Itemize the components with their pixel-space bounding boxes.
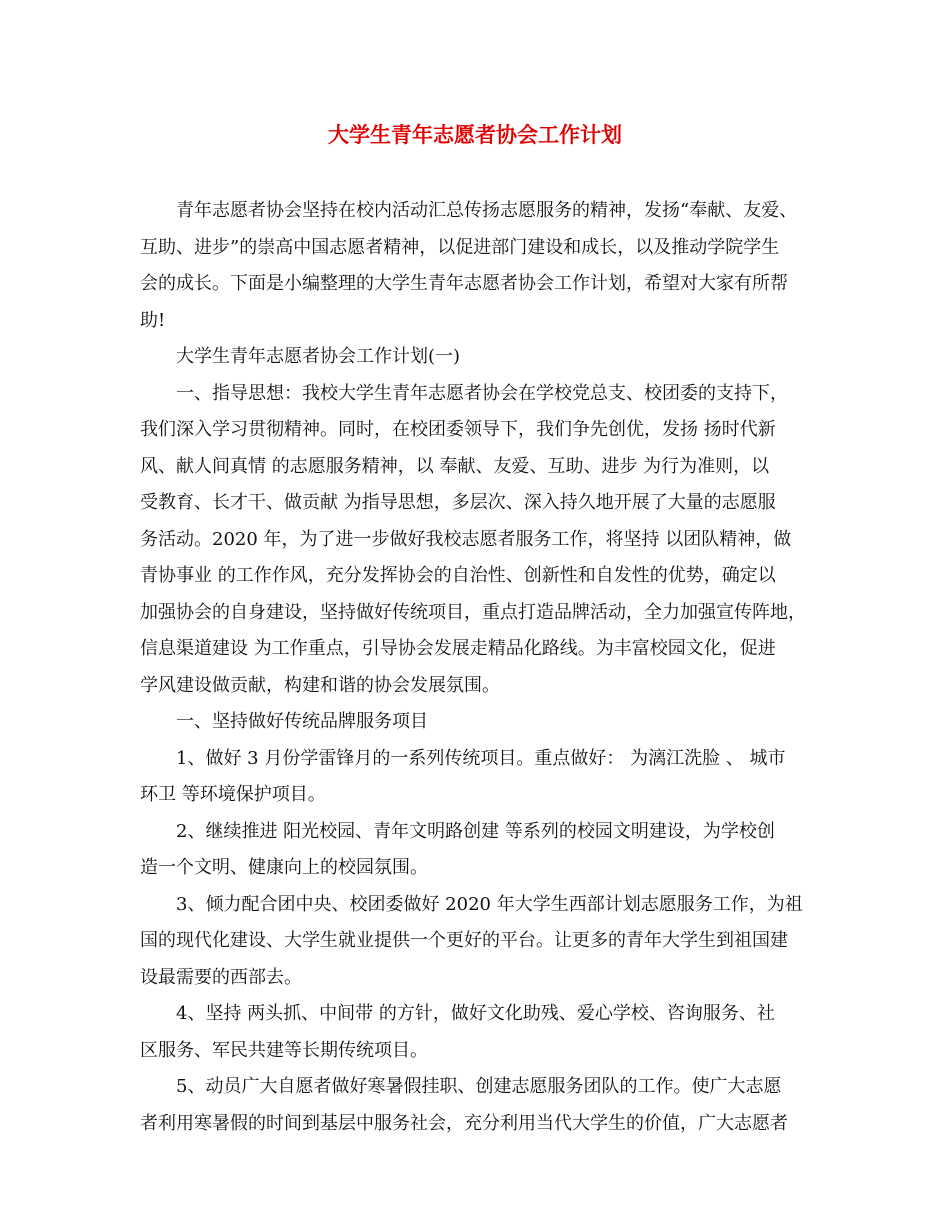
text-line: 一、坚持做好传统品牌服务项目 xyxy=(176,711,428,732)
text-line: 设最需要的西部去。 xyxy=(140,966,302,988)
text-line: 信息渠道建设 为工作重点，引导协会发展走精品化路线。为丰富校园文化，促进 xyxy=(140,638,776,659)
text-line: 4、坚持 两头抓、中间带 的方针，做好文化助残、爱心学校、咨询服务、社 xyxy=(176,1003,775,1024)
text-line: 我们深入学习贯彻精神。同时，在校团委领导下，我们争先创优，发扬 扬时代新 xyxy=(140,419,776,440)
text-line: 5、动员广大自愿者做好寒暑假挂职、创建志愿服务团队的工作。使广大志愿 xyxy=(176,1076,782,1097)
text-line: 区服务、军民共建等长期传统项目。 xyxy=(140,1039,428,1061)
text-line: 国的现代化建设、大学生就业提供一个更好的平台。让更多的青年大学生到祖国建 xyxy=(140,930,788,951)
text-line: 务活动。2020 年，为了进一步做好我校志愿者服务工作，将坚持 以团队精神，做 xyxy=(140,528,792,550)
text-line: 互助、进步”的崇高中国志愿者精神，以促进部门建设和成长，以及推动学院学生 xyxy=(140,236,780,258)
text-line: 加强协会的自身建设，坚持做好传统项目，重点打造品牌活动，全力加强宣传阵地， xyxy=(140,601,806,623)
text-line: 风、献人间真情 的志愿服务精神，以 奉献、友爱、互助、进步 为行为准则，以 xyxy=(140,455,770,477)
text-line: 1、做好 3 月份学雷锋月的一系列传统项目。重点做好： 为漓江洗脸 、 城市 xyxy=(176,747,786,769)
text-line: 学风建设做贡献，构建和谐的协会发展氛围。 xyxy=(140,674,500,696)
text-line: 青协事业 的工作作风，充分发挥协会的自治性、创新性和自发性的优势，确定以 xyxy=(140,565,776,586)
text-line: 3、倾力配合团中央、校团委做好 2020 年大学生西部计划志愿服务工作，为祖 xyxy=(176,893,803,915)
text-line: 大学生青年志愿者协会工作计划(一) xyxy=(176,346,461,367)
text-line: 青年志愿者协会坚持在校内活动汇总传扬志愿服务的精神，发扬“奉献、友爱、 xyxy=(176,200,798,221)
text-line: 环卫 等环境保护项目。 xyxy=(140,784,326,805)
text-line: 受教育、长才干、做贡献 为指导思想，多层次、深入持久地开展了大量的志愿服 xyxy=(140,492,776,513)
document-body xyxy=(140,193,814,1142)
text-line: 造一个文明、健康向上的校园氛围。 xyxy=(140,857,428,878)
text-line: 者利用寒暑假的时间到基层中服务社会，充分利用当代大学生的价值，广大志愿者 xyxy=(140,1112,788,1134)
document-title: 大学生青年志愿者协会工作计划 xyxy=(328,122,622,147)
text-line: 一、指导思想：我校大学生青年志愿者协会在学校党总支、校团委的支持下， xyxy=(176,382,788,404)
text-line: 会的成长。下面是小编整理的大学生青年志愿者协会工作计划，希望对大家有所帮 xyxy=(140,273,788,294)
text-line: 2、继续推进 阳光校园、青年文明路创建 等系列的校园文明建设，为学校创 xyxy=(176,820,775,842)
text-line: 助! xyxy=(140,309,166,331)
